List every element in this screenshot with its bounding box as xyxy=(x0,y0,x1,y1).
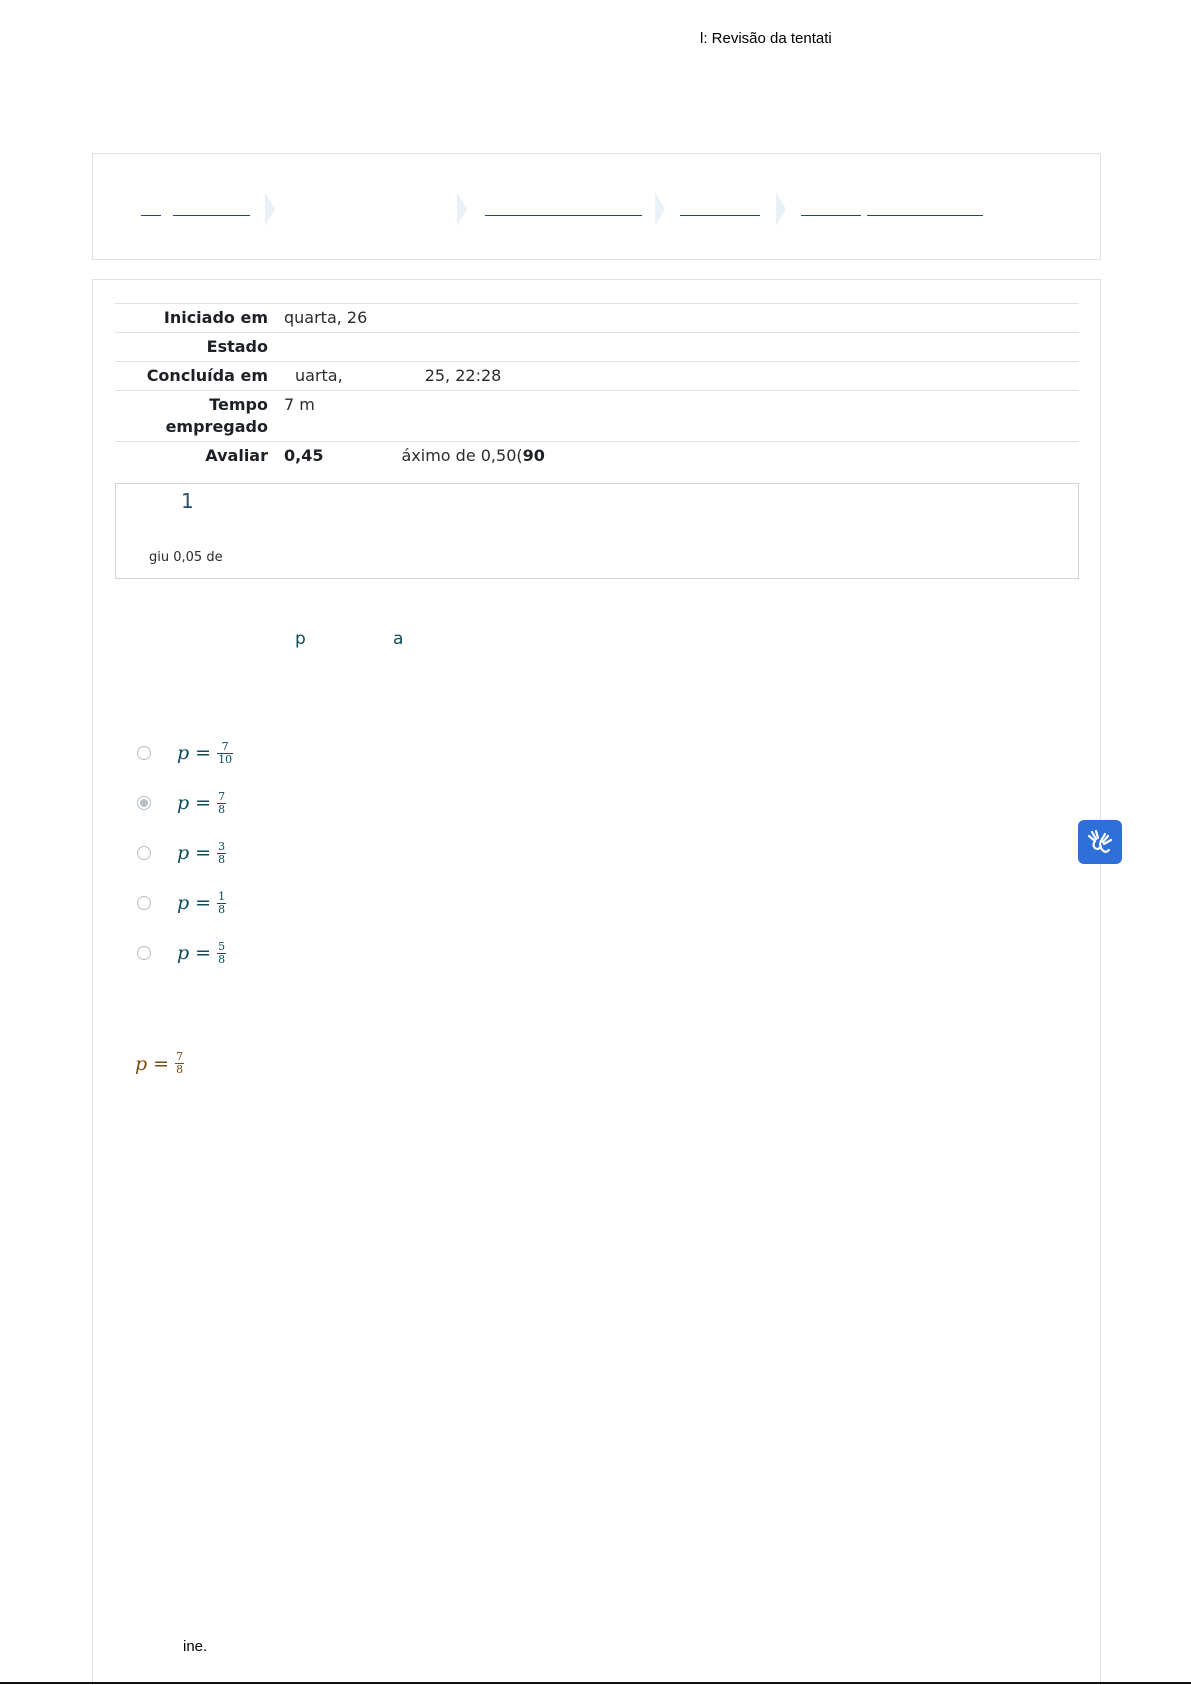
summary-value: quarta, 26 xyxy=(276,304,1079,333)
radio-button[interactable] xyxy=(137,946,151,960)
question-text-fragment: p xyxy=(295,629,306,649)
summary-value xyxy=(276,442,1079,471)
summary-row-grade xyxy=(115,442,1079,471)
radio-button-selected[interactable] xyxy=(137,796,151,810)
radio-button[interactable] xyxy=(137,896,151,910)
breadcrumb-link-2[interactable] xyxy=(173,215,250,216)
answer-formula: p = $\frac{5}{8}$ xyxy=(177,939,226,966)
answer-option[interactable] xyxy=(137,878,233,928)
summary-row-started xyxy=(115,304,1079,333)
summary-value xyxy=(276,333,1079,362)
summary-label: Iniciado em xyxy=(115,304,276,333)
breadcrumb-link-1[interactable] xyxy=(141,215,161,216)
summary-value xyxy=(276,362,1079,391)
answer-option[interactable] xyxy=(137,778,233,828)
breadcrumb-link-4[interactable] xyxy=(680,215,760,216)
answer-formula: p = $\frac{7}{10}$ xyxy=(177,739,233,766)
summary-row-state xyxy=(115,333,1079,362)
breadcrumb-link-5[interactable] xyxy=(801,215,861,216)
answer-option[interactable] xyxy=(137,728,233,778)
breadcrumb-link-6[interactable] xyxy=(867,215,983,216)
question-info-box xyxy=(115,483,1079,579)
right-answer-formula: p = $\frac{7}{8}$ xyxy=(135,1050,184,1076)
answer-formula: p = $\frac{1}{8}$ xyxy=(177,889,226,916)
chevron-right-icon xyxy=(457,192,467,226)
chevron-right-icon xyxy=(776,192,786,226)
quiz-review-card xyxy=(92,279,1101,1685)
grade-max-text: áximo de 0,50( xyxy=(401,446,523,465)
answer-formula: p = $\frac{7}{8}$ xyxy=(177,789,226,816)
breadcrumb-link-3[interactable] xyxy=(485,215,642,216)
summary-value: 7 m xyxy=(276,391,1079,442)
completed-day: uarta, xyxy=(295,366,343,385)
attempt-summary-table xyxy=(115,303,1079,470)
answer-formula: p = $\frac{3}{8}$ xyxy=(177,839,226,866)
page-divider xyxy=(0,1682,1191,1684)
right-answer xyxy=(135,1051,184,1076)
sign-language-icon[interactable] xyxy=(1078,820,1122,864)
summary-label: Tempo empregado xyxy=(115,391,276,442)
summary-label: Concluída em xyxy=(115,362,276,391)
print-header: l: Revisão da tentati xyxy=(700,30,832,47)
answer-option[interactable] xyxy=(137,928,233,978)
answer-option[interactable] xyxy=(137,828,233,878)
grade-percent: 90 xyxy=(522,446,545,465)
summary-label: Avaliar xyxy=(115,442,276,471)
question-grade: giu 0,05 de xyxy=(149,550,223,565)
grade-value: 0,45 xyxy=(284,446,324,465)
radio-button[interactable] xyxy=(137,846,151,860)
question-number: 1 xyxy=(181,489,194,513)
summary-label: Estado xyxy=(115,333,276,362)
completed-time: 25, 22:28 xyxy=(424,366,502,385)
print-footer: ine. xyxy=(183,1638,208,1655)
chevron-right-icon xyxy=(655,192,665,226)
summary-row-completed xyxy=(115,362,1079,391)
radio-button[interactable] xyxy=(137,746,151,760)
breadcrumb xyxy=(92,153,1101,260)
summary-row-time-taken xyxy=(115,391,1079,442)
sign-language-icon-glyph xyxy=(1086,828,1114,856)
answer-list xyxy=(137,728,233,978)
question-text-fragment: a xyxy=(393,629,404,649)
chevron-right-icon xyxy=(265,192,275,226)
